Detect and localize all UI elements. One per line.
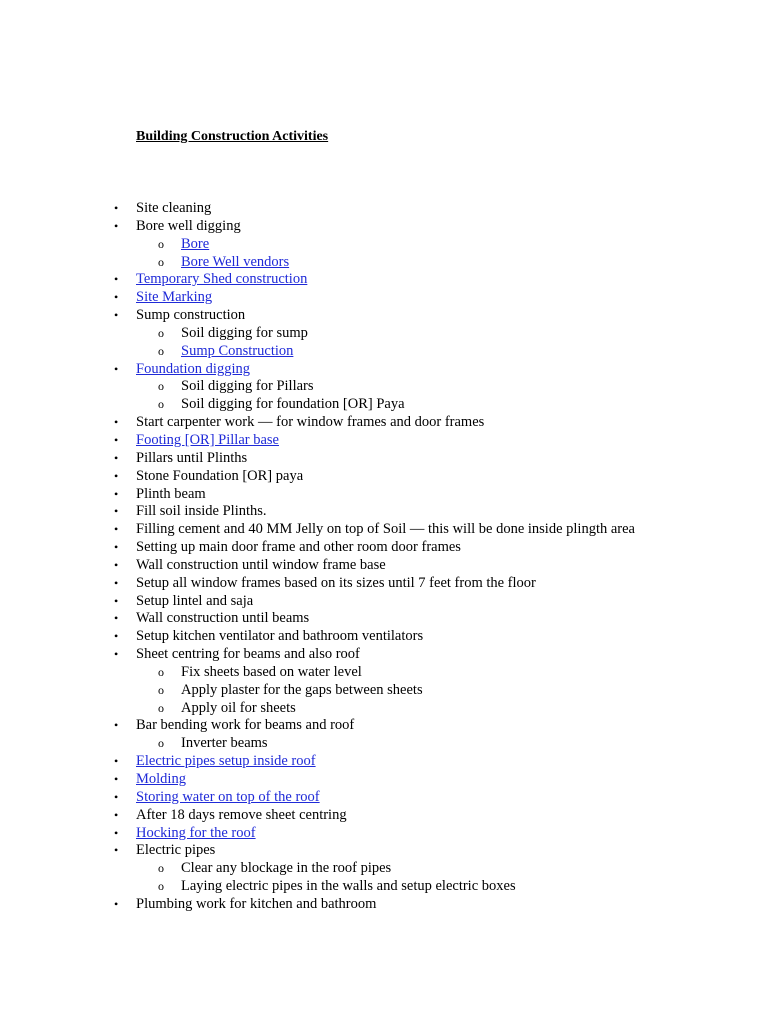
activity-text: After 18 days remove sheet centring (136, 806, 347, 823)
sub-list-item (0, 378, 740, 396)
activity-text: Setting up main door frame and other room door frames (136, 539, 461, 556)
activity-link[interactable]: Bore (181, 235, 210, 252)
circle-bullet-icon: o (158, 700, 164, 715)
sub-list-item (0, 860, 740, 878)
bullet-icon: • (114, 290, 119, 305)
bullet-icon: • (114, 522, 119, 537)
activity-link[interactable]: Electric pipes setup inside roof (136, 753, 316, 770)
list-item (0, 557, 740, 575)
bullet-icon: • (114, 201, 119, 215)
sub-list-item (0, 396, 740, 414)
activity-link[interactable]: Molding (136, 771, 186, 787)
activity-text: Stone Foundation [OR] paya (136, 467, 304, 484)
sub-list-item (0, 254, 740, 272)
activity-text: Setup all window frames based on its sizes until 7 feet from the floor (136, 574, 536, 591)
bullet-icon: • (114, 825, 119, 840)
list-item (0, 646, 740, 664)
bullet-icon: • (114, 611, 119, 626)
activity-text: Soil digging for sump (181, 324, 308, 341)
activity-link[interactable]: Storing water on top of the roof (136, 788, 320, 805)
list-item (0, 200, 740, 218)
bullet-icon: • (114, 629, 119, 644)
list-item (0, 450, 740, 468)
bullet-icon: • (114, 308, 119, 323)
list-item (0, 825, 740, 843)
list-item (0, 218, 740, 236)
bullet-icon: • (114, 647, 119, 662)
list-item (0, 414, 740, 432)
bullet-icon: • (114, 540, 119, 555)
activity-text: Pillars until Plinths (136, 449, 248, 466)
list-item (0, 486, 740, 504)
activity-text: Electric pipes (136, 842, 216, 859)
activity-link[interactable]: Footing [OR] Pillar base (136, 431, 279, 448)
activity-text: Start carpenter work — for window frames and door frames (136, 414, 485, 431)
list-item (0, 807, 740, 825)
list-item (0, 896, 740, 914)
activity-text: Plinth beam (136, 485, 206, 502)
list-item (0, 771, 740, 789)
sub-list-item (0, 682, 740, 700)
bullet-icon: • (114, 468, 119, 483)
list-item (0, 789, 740, 807)
circle-bullet-icon: o (158, 343, 164, 358)
activity-text: Fix sheets based on water level (181, 663, 362, 680)
document-title: Building Construction Activities (136, 129, 329, 144)
activity-text: Soil digging for foundation [OR] Paya (181, 396, 405, 413)
list-item (0, 521, 740, 539)
activity-text: Setup kitchen ventilator and bathroom ventilators (136, 628, 424, 645)
list-item (0, 432, 740, 450)
sub-list-item (0, 664, 740, 682)
bullet-icon: • (114, 807, 119, 822)
activity-text: Fill soil inside Plinths. (136, 503, 267, 520)
activity-link[interactable]: Hocking for the roof (136, 824, 256, 841)
bullet-icon: • (114, 361, 119, 376)
activity-text: Bore well digging (136, 217, 241, 234)
list-item (0, 610, 740, 628)
activity-text: Apply plaster for the gaps between sheets (181, 681, 423, 698)
list-item (0, 593, 740, 611)
activity-text: Plumbing work for kitchen and bathroom (136, 895, 377, 912)
bullet-icon: • (114, 415, 119, 430)
sub-list-item (0, 325, 740, 343)
activity-text: Inverter beams (181, 735, 268, 752)
circle-bullet-icon: o (158, 236, 164, 251)
bullet-icon: • (114, 486, 119, 501)
activity-link[interactable]: Site Marking (136, 289, 213, 306)
activity-text: Bar bending work for beams and roof (136, 717, 355, 734)
activity-text: Clear any blockage in the roof pipes (181, 860, 392, 877)
list-item (0, 628, 740, 646)
bullet-icon: • (114, 772, 119, 786)
activity-text: Setup lintel and saja (136, 592, 254, 609)
list-item (0, 361, 740, 379)
circle-bullet-icon: o (158, 254, 164, 269)
bullet-icon: • (114, 557, 119, 572)
list-item (0, 717, 740, 735)
bullet-icon: • (114, 754, 119, 769)
bullet-icon: • (114, 789, 119, 804)
bullet-icon: • (114, 896, 119, 911)
sub-list-item (0, 700, 740, 718)
list-item (0, 842, 740, 860)
list-item (0, 289, 740, 307)
circle-bullet-icon: o (158, 664, 164, 679)
bullet-icon: • (114, 718, 119, 733)
activity-link[interactable]: Temporary Shed construction (136, 271, 308, 288)
activity-text: Sump construction (136, 307, 246, 324)
list-item (0, 539, 740, 557)
activity-text: Sheet centring for beams and also roof (136, 646, 360, 663)
activity-link[interactable]: Bore Well vendors (181, 253, 290, 270)
circle-bullet-icon: o (158, 379, 164, 394)
list-item (0, 468, 740, 486)
activity-text: Soil digging for Pillars (181, 378, 314, 395)
activity-link[interactable]: Foundation digging (136, 360, 250, 377)
bullet-icon: • (114, 843, 119, 858)
circle-bullet-icon: o (158, 397, 164, 412)
list-item (0, 307, 740, 325)
activity-text: Wall construction until beams (136, 610, 310, 627)
activity-link[interactable]: Sump Construction (181, 342, 294, 359)
bullet-icon: • (114, 450, 119, 465)
bullet-icon: • (114, 432, 119, 447)
sub-list-item (0, 878, 740, 896)
activity-text: Apply oil for sheets (181, 699, 296, 716)
activity-list (0, 200, 740, 914)
bullet-icon: • (114, 593, 119, 608)
circle-bullet-icon: o (158, 325, 164, 340)
bullet-icon: • (114, 272, 119, 287)
circle-bullet-icon: o (158, 861, 164, 876)
bullet-icon: • (114, 575, 119, 590)
activity-text: Laying electric pipes in the walls and setup electric boxes (181, 878, 516, 895)
activity-text: Filling cement and 40 MM Jelly on top of Soil — this will be done inside plingth area (136, 521, 635, 538)
list-item (0, 575, 740, 593)
bullet-icon: • (114, 218, 119, 233)
sub-list-item (0, 236, 740, 254)
list-item (0, 753, 740, 771)
circle-bullet-icon: o (158, 736, 164, 751)
list-item (0, 503, 740, 521)
circle-bullet-icon: o (158, 682, 164, 697)
circle-bullet-icon: o (158, 879, 164, 894)
list-item (0, 271, 740, 289)
activity-text: Site cleaning (136, 200, 212, 216)
bullet-icon: • (114, 504, 119, 519)
activity-text: Wall construction until window frame base (136, 556, 386, 573)
sub-list-item (0, 735, 740, 753)
sub-list-item (0, 343, 740, 361)
